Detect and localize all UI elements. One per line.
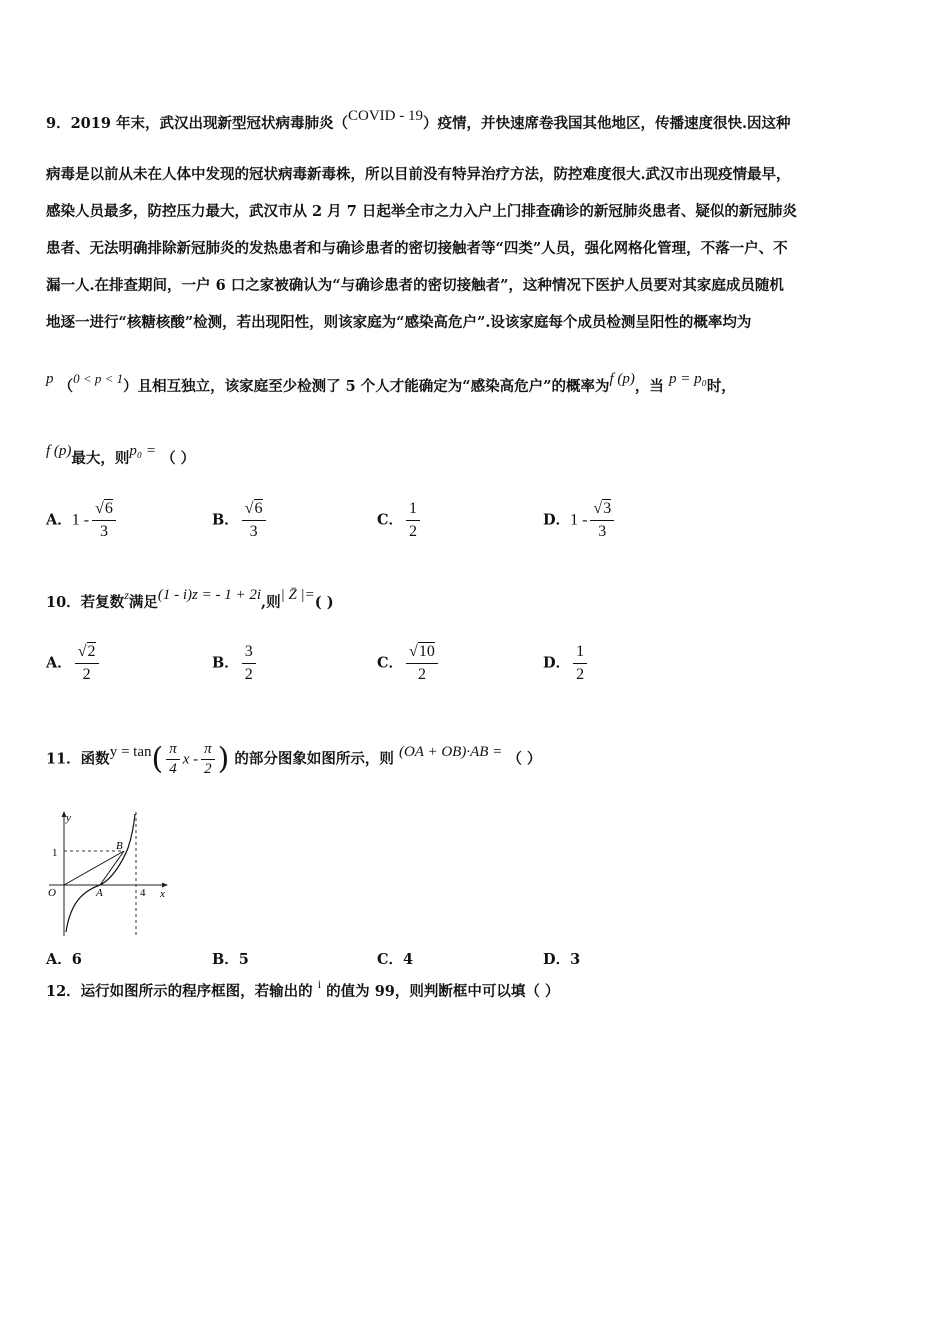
q9-line6: 地逐一进行“核糖核酸”检测，若出现阳性，则该家庭为“感染高危户”.设该家庭每个成员检测呈阳性的概率均为 (46, 314, 752, 331)
tan-curve (66, 814, 135, 932)
segment-ob (64, 851, 124, 885)
q11-option-c[interactable]: C．4 (377, 951, 414, 968)
y-label: y (66, 812, 71, 824)
q11-option-a[interactable]: A．6 (46, 951, 82, 968)
q10-option-c[interactable]: C． $\frac{√10}{2}$ (377, 641, 441, 686)
covid-label: COVID - 19 (348, 108, 423, 124)
q11-option-d[interactable]: D．3 (543, 951, 581, 968)
x-axis-arrow (162, 883, 168, 888)
q9-option-b[interactable]: B． $\frac{√6}{3}$ (212, 498, 269, 543)
q9-line5: 漏一人.在排查期间，一户 6 口之家被确认为“与确诊患者的密切接触者”，这种情况下医护人员要对其家庭成员随机 (46, 277, 784, 294)
tick-4-label: 4 (140, 887, 146, 899)
q9-line7: p （0 < p < 1）且相互独立，该家庭至少检测了 5 个人才能确定为“感染高危户”的概率为f (p)，当 p = p₀时， (46, 371, 736, 395)
q10-option-a[interactable]: A． $\frac{√2}{2}$ (46, 641, 102, 686)
q12-stem: 12．运行如图所示的程序框图，若输出的 $^i$ 的值为 99，则判断框中可以填（ ） (46, 977, 560, 1000)
q11-stem: 11．函数y = tan( $\frac{\pi}{4}$ x - $\frac{\pi}{2}$ ) 的部分图象如图所示，则 (OA + OB)·AB = （ ） (46, 741, 542, 777)
origin-label: O (48, 887, 56, 899)
q9-option-d[interactable]: D．1 - $\frac{√3}{3}$ (543, 498, 617, 543)
q11-option-b[interactable]: B．5 (212, 951, 249, 968)
q9-option-c[interactable]: C． $\frac{1}{2}$ (377, 498, 423, 543)
q9-line8: f (p)最大，则p₀ = （ ） (46, 443, 196, 467)
point-a-label: A (96, 887, 103, 899)
q10-stem: 10．若复数$^z$满足(1 - i)z = - 1 + 2i,则| Z̄ |=( ) (46, 587, 334, 611)
q10-option-b[interactable]: B． $\frac{3}{2}$ (212, 641, 259, 686)
tangent-graph (44, 806, 174, 938)
q9-line4: 患者、无法明确排除新冠肺炎的发热患者和与确诊患者的密切接触者等“四类”人员，强化网格化管理，不落一户、不 (46, 240, 788, 257)
q9-line3: 感染人员最多，防控压力最大，武汉市从 2 月 7 日起举全市之力入户上门排查确诊的新冠肺炎患者、疑似的新冠肺炎 (46, 203, 797, 220)
q9-line1: 9．2019 年末，武汉出现新型冠状病毒肺炎（COVID - 19）疫情，并快速席卷我国其他地区，传播速度很快.因这种 (46, 108, 791, 132)
point-b-label: B (116, 840, 123, 852)
q10-option-d[interactable]: D． $\frac{1}{2}$ (543, 641, 590, 686)
x-label: x (160, 888, 165, 900)
q9-line2: 病毒是以前从未在人体中发现的冠状病毒新毒株，所以目前没有特异治疗方法，防控难度很大.武汉市出现疫情最早， (46, 166, 791, 183)
q9-option-a[interactable]: A．1 - $\frac{√6}{3}$ (46, 498, 119, 543)
segment-ab (100, 851, 124, 885)
tick-1-label: 1 (52, 847, 58, 859)
